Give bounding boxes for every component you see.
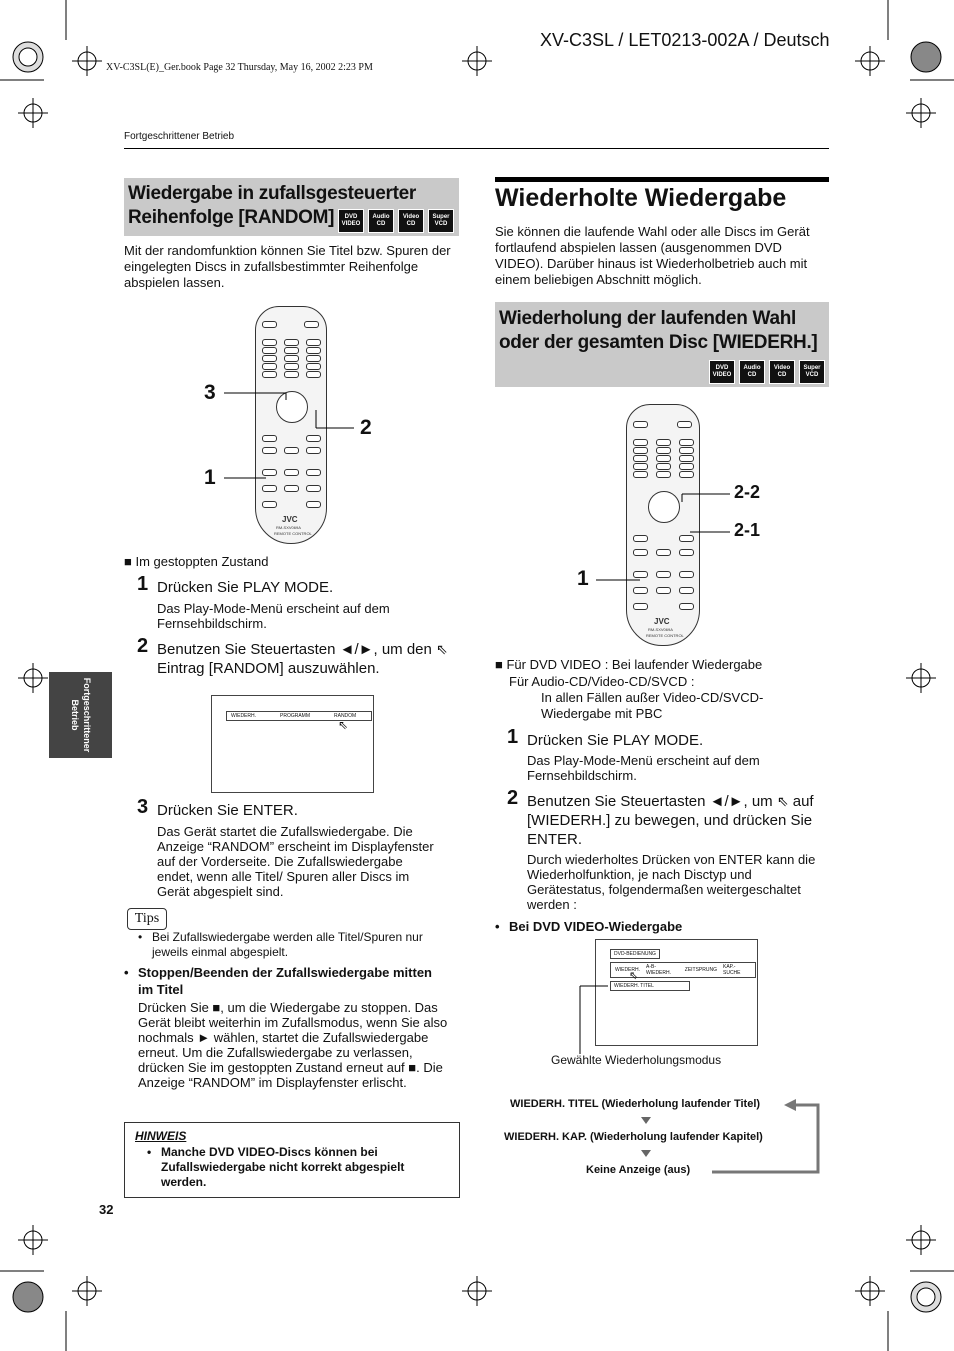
random-step-2-number: 2 [137, 635, 149, 657]
super-vcd-badge-icon: Super VCD [799, 360, 825, 384]
cursor-icon: ⇖ [436, 641, 448, 657]
book-file-line: XV-C3SL(E)_Ger.book Page 32 Thursday, May 16, 2002 2:23 PM [106, 62, 373, 73]
dvd-video-badge-icon: DVD VIDEO [709, 360, 735, 384]
osd-item-ab: A-B-WIEDERH. [646, 964, 671, 976]
menu-item-programm: PROGRAMM [280, 713, 310, 719]
repeat-callout-2-2: 2-2 [734, 482, 761, 502]
audio-cd-badge-icon: Audio CD [739, 360, 765, 384]
menu-item-wiederh: WIEDERH. [231, 713, 256, 719]
remote-sub: REMOTE CONTROL [274, 531, 312, 536]
repeat-subheading-line-1: Wiederholung der laufenden Wahl [499, 308, 797, 329]
section-label: Fortgeschrittener Betrieb [124, 131, 235, 142]
repeat-condition-2: Für Audio-CD/Video-CD/SVCD : [509, 674, 695, 689]
repeat-title: Wiederholte Wiedergabe [495, 184, 787, 212]
random-callout-1: 1 [204, 466, 216, 489]
osd-selected: WIEDERH. TITEL [610, 981, 690, 991]
repeat-intro: Sie können die laufende Wahl oder alle Discs im Gerät fortlaufend abspielen lassen (ausgenommen DVD VIDEO). Darüber hinaus ist Wiederholbetrieb auch mit einem beliebigen Abschnitt möglich. [495, 224, 810, 287]
osd-caption: Gewählte Wiederholungsmodus [551, 1053, 722, 1067]
document-model-header: XV-C3SL / LET0213-002A / Deutsch [540, 30, 830, 50]
hinweis-text: • Manche DVD VIDEO-Discs können bei Zufallswiedergabe nicht korrekt abgespielt werden. [147, 1145, 405, 1189]
repeat-condition-3: In allen Fällen außer Video-CD/SVCD-Wiedergabe mit PBC [541, 690, 764, 721]
random-step-1-sub: Das Play-Mode-Menü erscheint auf dem Fernsehbildschirm. [157, 601, 390, 631]
osd-title: DVD-BEDIENUNG [610, 949, 660, 959]
random-heading-line-2: Reihenfolge [RANDOM] [128, 207, 335, 228]
repeat-subheading-line-2: oder der gesamten Disc [WIEDERH.] [499, 332, 818, 353]
dvd-label: • Bei DVD VIDEO-Wiedergabe [495, 919, 683, 934]
random-step-2: 2 Benutzen Sie Steuertasten ◄/►, um den ⇖ Eintrag [RANDOM] auszuwählen. [137, 635, 448, 677]
audio-cd-badge-icon: Audio CD [368, 209, 394, 233]
page-number: 32 [99, 1202, 114, 1217]
remote-model-right: RM-SXV069A [648, 627, 673, 632]
video-cd-badge-icon: Video CD [769, 360, 795, 384]
repeat-condition-1: ■ Für DVD VIDEO : Bei laufender Wiedergabe [495, 657, 763, 672]
random-callout-2: 2 [360, 416, 372, 439]
osd-item-zeitsprung: ZEITSPRUNG [684, 967, 717, 973]
repeat-step-2-sub: Durch wiederholtes Drücken von ENTER kann die Wiederholfunktion, je nach Disctyp und Gerätestatus, folgendermaßen weitergeschaltet werden : [527, 852, 816, 912]
repeat-step-2-number: 2 [507, 787, 519, 809]
remote-model: RM-SXV069A [276, 525, 301, 530]
repeat-step-1-sub: Das Play-Mode-Menü erscheint auf dem Fernsehbildschirm. [527, 753, 760, 783]
menu-cursor-icon: ⇖ [338, 718, 349, 732]
random-callout-3: 3 [204, 381, 216, 404]
side-tab-label: Fortgeschrittener Betrieb [69, 677, 92, 753]
osd-cursor-icon: ⇖ [629, 970, 639, 982]
video-cd-badge-icon: Video CD [398, 209, 424, 233]
remote-brand: JVC [282, 515, 298, 524]
random-intro: Mit der randomfunktion können Sie Titel bzw. Spuren der eingelegten Discs in zufallsbestimmter Reihenfolge abspielen lassen. [124, 243, 451, 290]
dvd-video-badge-icon: DVD VIDEO [338, 209, 364, 233]
random-step-3-number: 3 [137, 796, 149, 818]
osd-item-wiederh: WIEDERH. [615, 967, 640, 973]
cursor-icon: ⇖ [776, 793, 789, 809]
random-heading-line-1: Wiedergabe in zufallsgesteuerter [128, 183, 416, 204]
tip-1: • Bei Zufallswiedergabe werden alle Titel/Spuren nur jeweils einmal abgespielt. [138, 930, 423, 959]
repeat-step-1-number: 1 [507, 726, 519, 748]
super-vcd-badge-icon: Super VCD [428, 209, 454, 233]
repeat-callout-1: 1 [577, 567, 589, 590]
random-step-1: 1 Drücken Sie PLAY MODE. [137, 573, 334, 596]
random-step-1-number: 1 [137, 573, 149, 595]
repeat-callout-2-1: 2-1 [734, 520, 761, 540]
flow-step-2: WIEDERH. KAP. (Wiederholung laufender Kapitel) [504, 1131, 763, 1143]
osd-item-kapsuche: KAP.-SUCHE [723, 964, 741, 976]
random-step-3: 3 Drücken Sie ENTER. [137, 796, 298, 819]
remote-sub-right: REMOTE CONTROL [646, 633, 684, 638]
stop-heading: • Stoppen/Beenden der Zufallswiedergabe mitten im Titel [124, 965, 432, 997]
tips-label: Tips [134, 911, 160, 926]
flow-step-3: Keine Anzeige (aus) [586, 1164, 691, 1176]
random-step-3-sub: Das Gerät startet die Zufallswiedergabe. Die Anzeige “RANDOM” erscheint im Displayfenster auf der Vorderseite. Die Zufallswiedergabe endet, wenn alle Titel/ Spuren aller Discs im Gerät abgespielt sind. [157, 824, 434, 899]
repeat-step-1: 1 Drücken Sie PLAY MODE. [507, 726, 704, 749]
stop-body: Drücken Sie ■, um die Wiedergabe zu stoppen. Das Gerät bleibt weiterhin im Zufallsmodus, wenn Sie also nochmals ► wählen, startet die Zufallswiedergabe erneut. Um die Zufallswiedergabe zu verlassen, drücken Sie im gestoppten Zustand erneut auf ■. Die Anzeige “RANDOM” im Displayfenster erlischt. [138, 1000, 448, 1090]
hinweis-label: HINWEIS [135, 1129, 187, 1143]
random-condition: ■ Im gestoppten Zustand [124, 554, 269, 569]
remote-brand-right: JVC [654, 617, 670, 626]
repeat-step-2: 2 Benutzen Sie Steuertasten ◄/►, um ⇖ auf [WIEDERH.] zu bewegen, und drücken Sie ENTER. [507, 787, 814, 848]
flow-step-1: WIEDERH. TITEL (Wiederholung laufender Titel) [510, 1098, 761, 1110]
menu-item-random: RANDOM [334, 713, 357, 719]
